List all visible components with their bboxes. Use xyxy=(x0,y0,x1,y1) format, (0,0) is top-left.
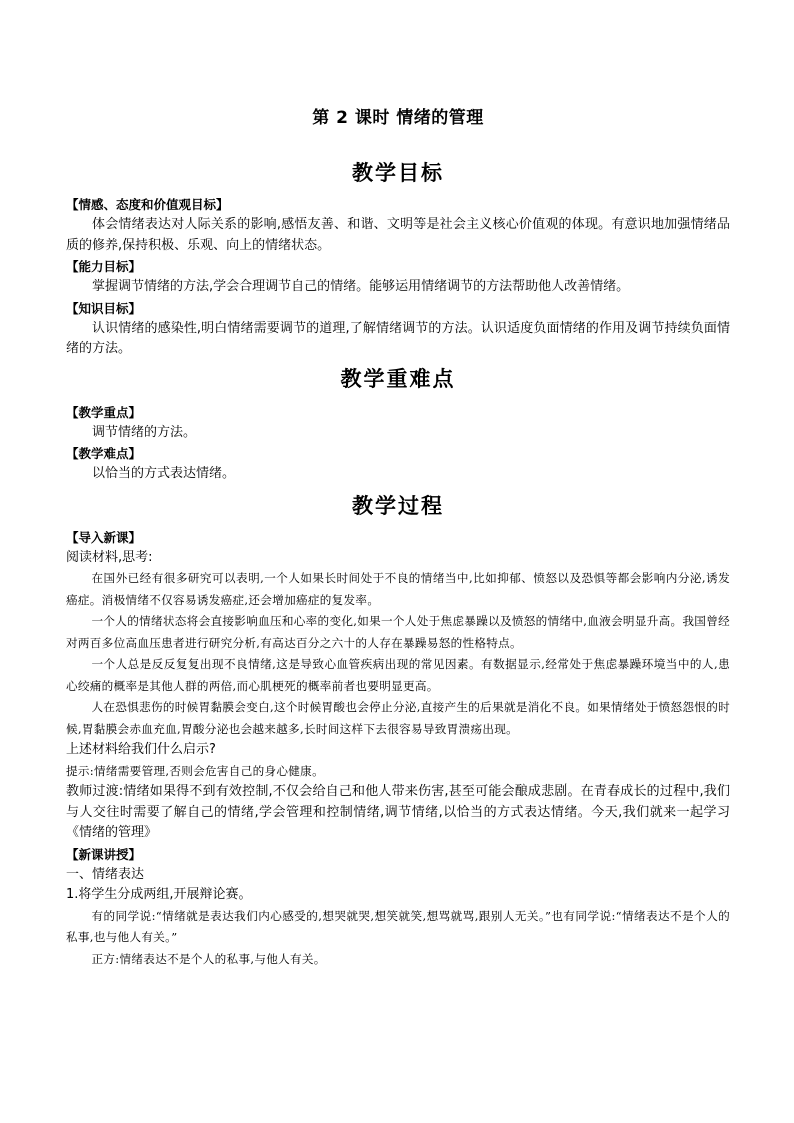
section-1-title: 一、情绪表达 xyxy=(66,866,145,882)
emotion-objective-text: 体会情绪表达对人际关系的影响,感悟友善、和谐、文明等是社会主义核心价值观的体现。有意识地加强情绪品质的修养,保持积极、乐观、向上的情绪状态。 xyxy=(66,217,730,253)
key-points-heading: 教学重难点 xyxy=(340,365,456,391)
question-text: 上述材料给我们什么启示? xyxy=(66,742,216,757)
affirmative-position: 正方:情绪表达不是个人的私事,与他人有关。 xyxy=(91,951,326,966)
hint-text: 提示:情绪需要管理,否则会危害自己的身心健康。 xyxy=(66,763,324,778)
reading-prompt: 阅读材料,思考: xyxy=(66,549,153,565)
ability-objective-text: 掌握调节情绪的方法,学会合理调节自己的情绪。能够运用情绪调节的方法帮助他人改善情绪。 xyxy=(92,279,630,294)
focus-text: 调节情绪的方法。 xyxy=(92,424,197,440)
document-body xyxy=(66,104,730,970)
teacher-transition: 教师过渡:情绪如果得不到有效控制,不仅会给自己和他人带来伤害,甚至可能会酿成悲剧。在青春成长的过程中,我们与人交往时需要了解自己的情绪,学会管理和控制情绪,调节情绪,以恰当的方式表达情绪。今天,我们就来一起学习《情绪的管理》 xyxy=(66,784,730,840)
knowledge-objective-label: 【知识目标】 xyxy=(66,300,142,316)
objectives-heading: 教学目标 xyxy=(352,160,444,185)
focus-label: 【教学重点】 xyxy=(66,404,142,420)
difficulty-label: 【教学难点】 xyxy=(66,446,142,461)
ability-objective-label: 【能力目标】 xyxy=(66,259,142,274)
knowledge-objective-text: 认识情绪的感染性,明白情绪需要调节的道理,了解情绪调节的方法。认识适度负面情绪的作用及调节持续负面情绪的方法。 xyxy=(66,320,730,356)
process-heading: 教学过程 xyxy=(352,492,444,518)
lesson-title: 第 2 课时 情绪的管理 xyxy=(312,108,484,128)
material-paragraph-1: 在国外已经有很多研究可以表明,一个人如果长时间处于不良的情绪当中,比如抑郁、愤怒以及恐惧等都会影响内分泌,诱发癌症。消极情绪不仅容易诱发癌症,还会增加癌症的复发率。 xyxy=(66,571,730,607)
material-paragraph-3: 一个人总是反反复复出现不良情绪,这是导致心血管疾病出现的常见因素。有数据显示,经常处于焦虑暴躁环境当中的人,患心绞痛的概率是其他人群的两倍,而心肌梗死的概率前者也要明显更高。 xyxy=(66,657,730,693)
emotion-objective-label: 【情感、态度和价值观目标】 xyxy=(66,197,229,212)
material-paragraph-4: 人在恐惧悲伤的时候胃黏膜会变白,这个时候胃酸也会停止分泌,直接产生的后果就是消化不良。如果情绪处于愤怒怨恨的时候,胃黏膜会赤血充血,胃酸分泌也会越来越多,长时间这样下去很容易导致胃溃疡出现。 xyxy=(66,700,730,736)
step-1-text: 1.将学生分成两组,开展辩论赛。 xyxy=(66,887,252,902)
difficulty-text: 以恰当的方式表达情绪。 xyxy=(92,466,236,481)
intro-label: 【导入新课】 xyxy=(66,529,142,545)
debate-intro: 有的同学说:“情绪就是表达我们内心感受的,想哭就哭,想笑就笑,想骂就骂,跟别人无关。”也有同学说:“情绪表达不是个人的私事,也与他人有关。” xyxy=(66,908,730,944)
material-paragraph-2: 一个人的情绪状态将会直接影响血压和心率的变化,如果一个人处于焦虑暴躁以及愤怒的情绪中,血液会明显升高。我国曾经对两百多位高血压患者进行研究分析,有高达百分之六十的人存在暴躁易怒的性格特点。 xyxy=(66,614,730,650)
new-lesson-label: 【新课讲授】 xyxy=(66,846,142,862)
